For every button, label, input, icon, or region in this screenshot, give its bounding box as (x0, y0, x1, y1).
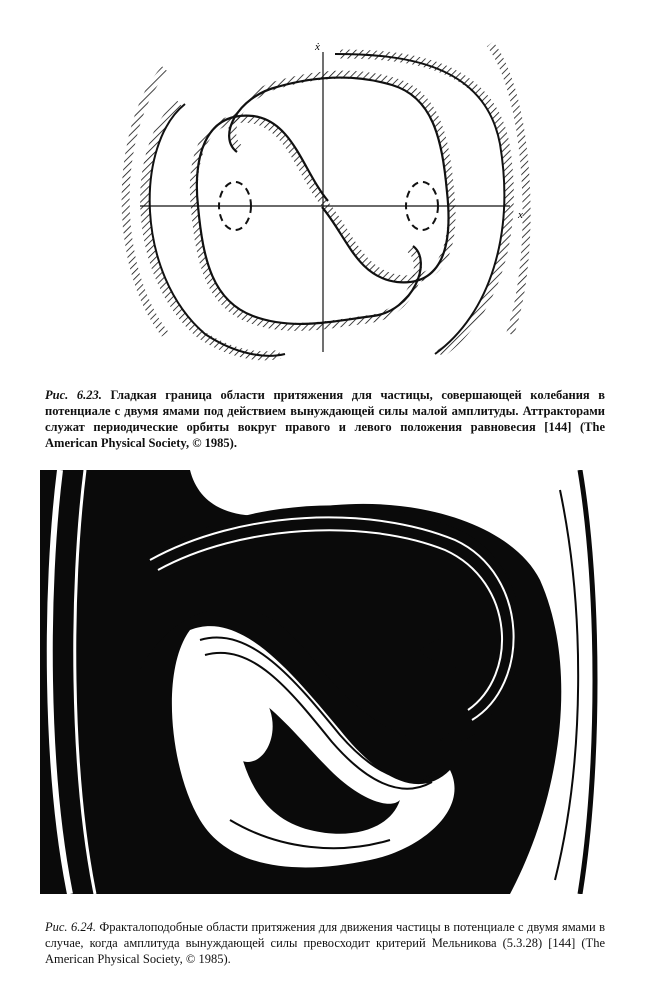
outer-boundary-left (145, 104, 285, 356)
figure-6-24-fractal-basins (40, 470, 612, 894)
figure-6-23-number: Рис. 6.23. (45, 387, 102, 402)
figure-6-24-caption (45, 919, 605, 967)
x-axis-label: x (518, 209, 523, 221)
y-axis-label: ẋ (315, 41, 320, 53)
figure-6-23-caption (45, 387, 605, 451)
figure-6-23-text: Гладкая граница области притяжения для частицы, совершающей колебания в потенциале с двумя ямами под действием вынуждающей силы малой амплитуды. Аттракторами служат периодические орбиты вокруг правого и левого положения равновесия [144] (The American Physical Society, © 1985). (45, 387, 606, 450)
figure-6-24-number: Рис. 6.24. (45, 919, 96, 934)
left-lobe-boundary (194, 116, 421, 327)
figure-6-23-basin-diagram (110, 34, 540, 364)
figure-6-24-text: Фракталоподобные области притяжения для движения частицы в потенциале с двумя ямами в случае, когда амплитуда вынуждающей силы превосходит критерий Мельникова (5.3.28) [144] (The American Physical Society, © 1985). (45, 919, 605, 966)
